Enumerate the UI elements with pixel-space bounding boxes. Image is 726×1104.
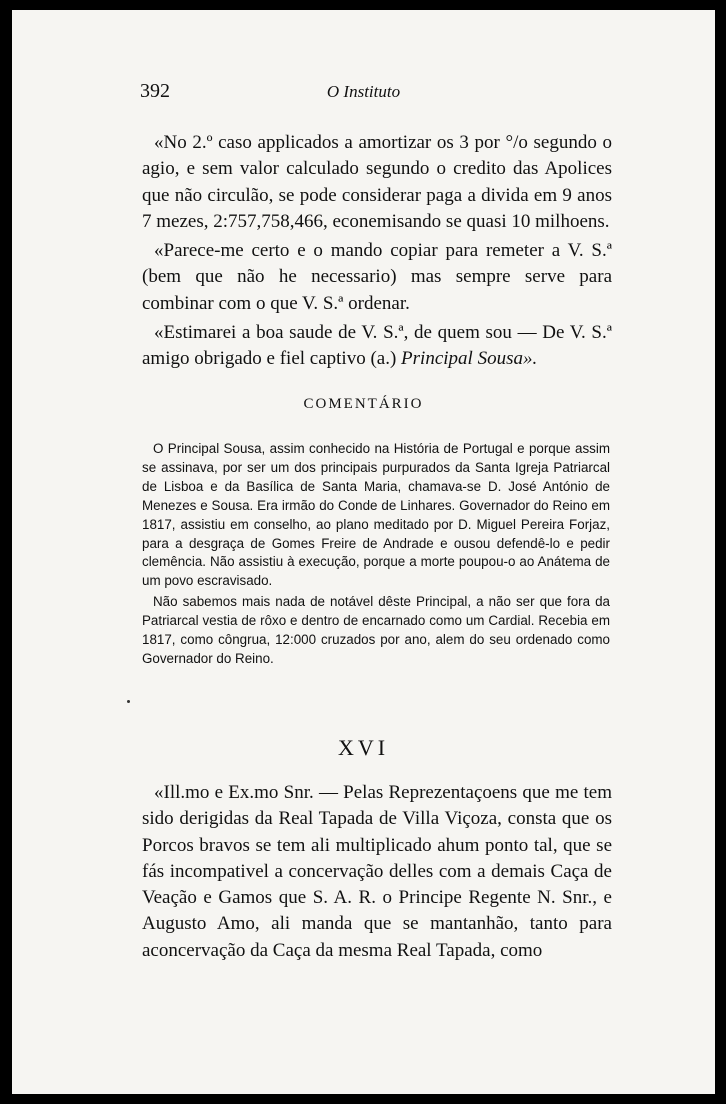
book-page bbox=[12, 10, 715, 1094]
letter-xvi bbox=[142, 780, 612, 964]
page-number: 392 bbox=[140, 80, 170, 102]
letter-paragraph: «No 2.º caso applicados a amortizar os 3 por °/o segundo o agio, e sem valor calculado segundo o credito das Apolices que não circulão, se pode considerar paga a divida em 9 anos 7 mezes, 2:757,758,466, econemisando se quasi 10 milhoens. bbox=[142, 132, 612, 232]
commentary-body bbox=[142, 440, 610, 669]
signature: Principal Sousa». bbox=[401, 348, 538, 370]
section-numeral: XVI bbox=[337, 735, 390, 760]
commentary-paragraph: Não sabemos mais nada de notável dêste Principal, a não ser que fora da Patriarcal vestia de rôxo e dentro de encarnado como um Cardial. Recebia em 1817, como côngrua, 12:000 cruzados por ano, alem do seu ordenado como Governador do Reino. bbox=[142, 594, 610, 666]
ink-speck bbox=[127, 700, 130, 703]
letter-paragraph: «Parece-me certo e o mando copiar para remeter a V. S.ª (bem que não he necessario) mas sempre serve para combinar com o que V. S.ª ordenar. bbox=[142, 240, 612, 314]
closing-text: «Estimarei a boa saude de V. S.ª, de quem sou — De V. S.ª amigo obrigado e fiel captivo (a.) bbox=[142, 322, 612, 370]
letter-paragraph: «Ill.mo e Ex.mo Snr. — Pelas Reprezentaçoens que me tem sido derigidas da Real Tapada de Villa Viçoza, consta que os Porcos bravos se tem ali multiplicado ahum ponto tal, que se fás incompativel a concervação delles com a demais Caça de Veação e Gamos que S. A. R. o Principe Regente N. Snr., e Augusto Amo, ali manda que se mantanhão, tanto para aconcervação da Caça da mesma Real Tapada, como bbox=[142, 782, 612, 961]
commentary-paragraph: O Principal Sousa, assim conhecido na História de Portugal e porque assim se assinava, por ser um dos principais purpurados da Santa Igreja Patriarcal de Lisboa e da Basílica de Santa Maria, chamava-se D. José António de Menezes e Sousa. Era irmão do Conde de Linhares. Governador do Reino em 1817, assistiu em conselho, ao plano meditado por D. Miguel Pereira Forjaz, para a desgraça de Gomes Freire de Andrade e ousou defendê-lo e pedir clemência. Não assistiu à execução, porque a morte poupou-o ao Anátema de um povo escravisado. bbox=[142, 441, 610, 589]
page-header bbox=[12, 76, 715, 104]
running-title: O Instituto bbox=[326, 82, 401, 101]
letter-continuation bbox=[142, 130, 612, 373]
letter-closing bbox=[142, 320, 612, 373]
commentary-heading: COMENTÁRIO bbox=[303, 396, 424, 412]
